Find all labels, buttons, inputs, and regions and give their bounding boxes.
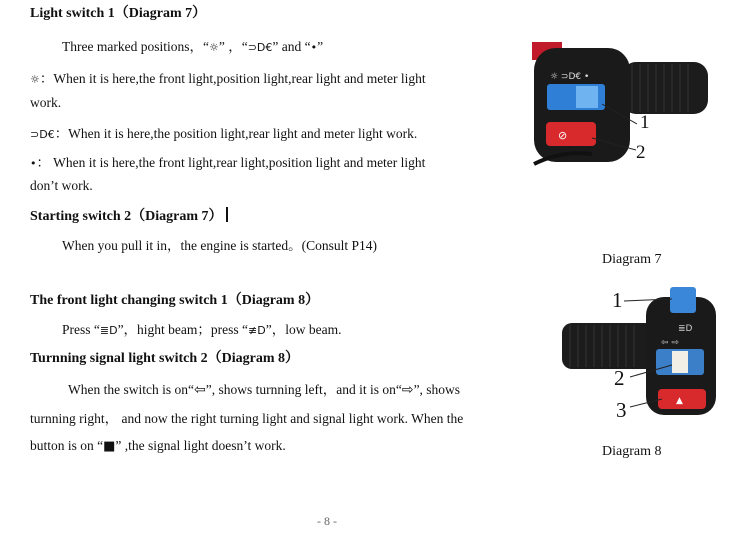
starting-switch-text: When you pull it in，the engine is started。(Consult P14) bbox=[62, 238, 377, 253]
position-light-symbol-icon: ⊃D€ bbox=[247, 41, 273, 54]
off-dot-symbol-icon: • bbox=[310, 41, 318, 54]
item-position-light-text: ：When it is here,the position light,rear light and meter light work. bbox=[54, 126, 418, 141]
intro-prefix: Three marked positions，“ bbox=[62, 39, 209, 54]
diagram-8-label-2: 2 bbox=[614, 366, 625, 390]
turn-line3-a: button is on “ bbox=[30, 438, 104, 453]
high-beam-symbol-icon: ≣D bbox=[99, 324, 118, 337]
item-off-text: ： When it is here,the front light,rear light,position light and meter light bbox=[36, 155, 426, 170]
diagram-8-photo bbox=[562, 283, 719, 423]
beam-text-mid: ”，hight beam；press “ bbox=[117, 322, 249, 337]
left-arrow-icon: ⇦ bbox=[193, 382, 206, 398]
beam-text-end: ”，low beam. bbox=[265, 322, 342, 337]
diagram-8-label-3: 3 bbox=[616, 398, 627, 422]
svg-text:≣D: ≣D bbox=[678, 324, 693, 334]
low-beam-symbol-icon: ≢D bbox=[248, 324, 266, 337]
light-switch-intro bbox=[62, 35, 323, 55]
diagram-7-photo bbox=[532, 42, 708, 178]
starting-switch-heading-text: Starting switch 2（Diagram 7） bbox=[30, 209, 223, 224]
svg-text:⇦ ⇨: ⇦ ⇨ bbox=[661, 338, 679, 348]
position-light-symbol-icon: ⊃D€ bbox=[30, 128, 55, 141]
section-heading-turning-signal: Turnning signal light switch 2（Diagram 8） bbox=[30, 351, 300, 366]
svg-text:☼ ⊃D€ •: ☼ ⊃D€ • bbox=[550, 72, 590, 82]
item-headlight-line1 bbox=[30, 67, 426, 87]
item-off-line1 bbox=[30, 151, 425, 171]
turn-line1-a: When the switch is on“ bbox=[68, 382, 194, 397]
off-dot-symbol-icon: • bbox=[30, 157, 37, 170]
turning-signal-line3 bbox=[30, 438, 286, 454]
item-position-light bbox=[30, 122, 417, 142]
item-headlight-text: ：When it is here,the front light,position light,rear light and meter light bbox=[39, 71, 426, 86]
diagram-7-caption: Diagram 7 bbox=[602, 252, 662, 267]
turn-line1-c: ”, shows bbox=[413, 382, 461, 397]
diagram-8-label-1: 1 bbox=[612, 288, 623, 312]
intro-mid-1: ” ，“ bbox=[218, 39, 248, 54]
right-arrow-icon: ⇨ bbox=[401, 382, 414, 398]
item-off-line2: don’t work. bbox=[30, 178, 93, 193]
headlight-symbol-icon: ☼ bbox=[208, 41, 219, 54]
diagram-7-label-1: 1 bbox=[640, 112, 650, 133]
svg-text:▲: ▲ bbox=[676, 396, 683, 406]
diagram-7-label-2: 2 bbox=[636, 142, 646, 163]
page-number: - 8 - bbox=[317, 514, 337, 528]
item-headlight-line2: work. bbox=[30, 95, 62, 110]
section-heading-starting-switch bbox=[30, 205, 228, 225]
turn-line3-b: ” ,the signal light doesn’t work. bbox=[115, 438, 286, 453]
intro-end: ” bbox=[317, 39, 324, 54]
intro-mid-2: ” and “ bbox=[272, 39, 311, 54]
turning-signal-line1 bbox=[68, 378, 460, 398]
beam-text-prefix: Press “ bbox=[62, 322, 100, 337]
turning-signal-line2: turnning right， and now the right turning light and signal light work. When the bbox=[30, 411, 464, 426]
section-heading-light-switch: Light switch 1（Diagram 7） bbox=[30, 6, 207, 21]
section-heading-front-light-changing: The front light changing switch 1（Diagram 8） bbox=[30, 293, 320, 308]
text-cursor bbox=[226, 207, 228, 222]
svg-text:⊘: ⊘ bbox=[558, 129, 568, 142]
square-off-icon: ■ bbox=[103, 439, 116, 454]
headlight-symbol-icon: ☼ bbox=[30, 73, 40, 86]
diagram-8-caption: Diagram 8 bbox=[602, 444, 662, 459]
turn-line1-b: ”, shows turnning left，and it is on“ bbox=[205, 382, 402, 397]
front-light-changing-text bbox=[62, 318, 341, 338]
